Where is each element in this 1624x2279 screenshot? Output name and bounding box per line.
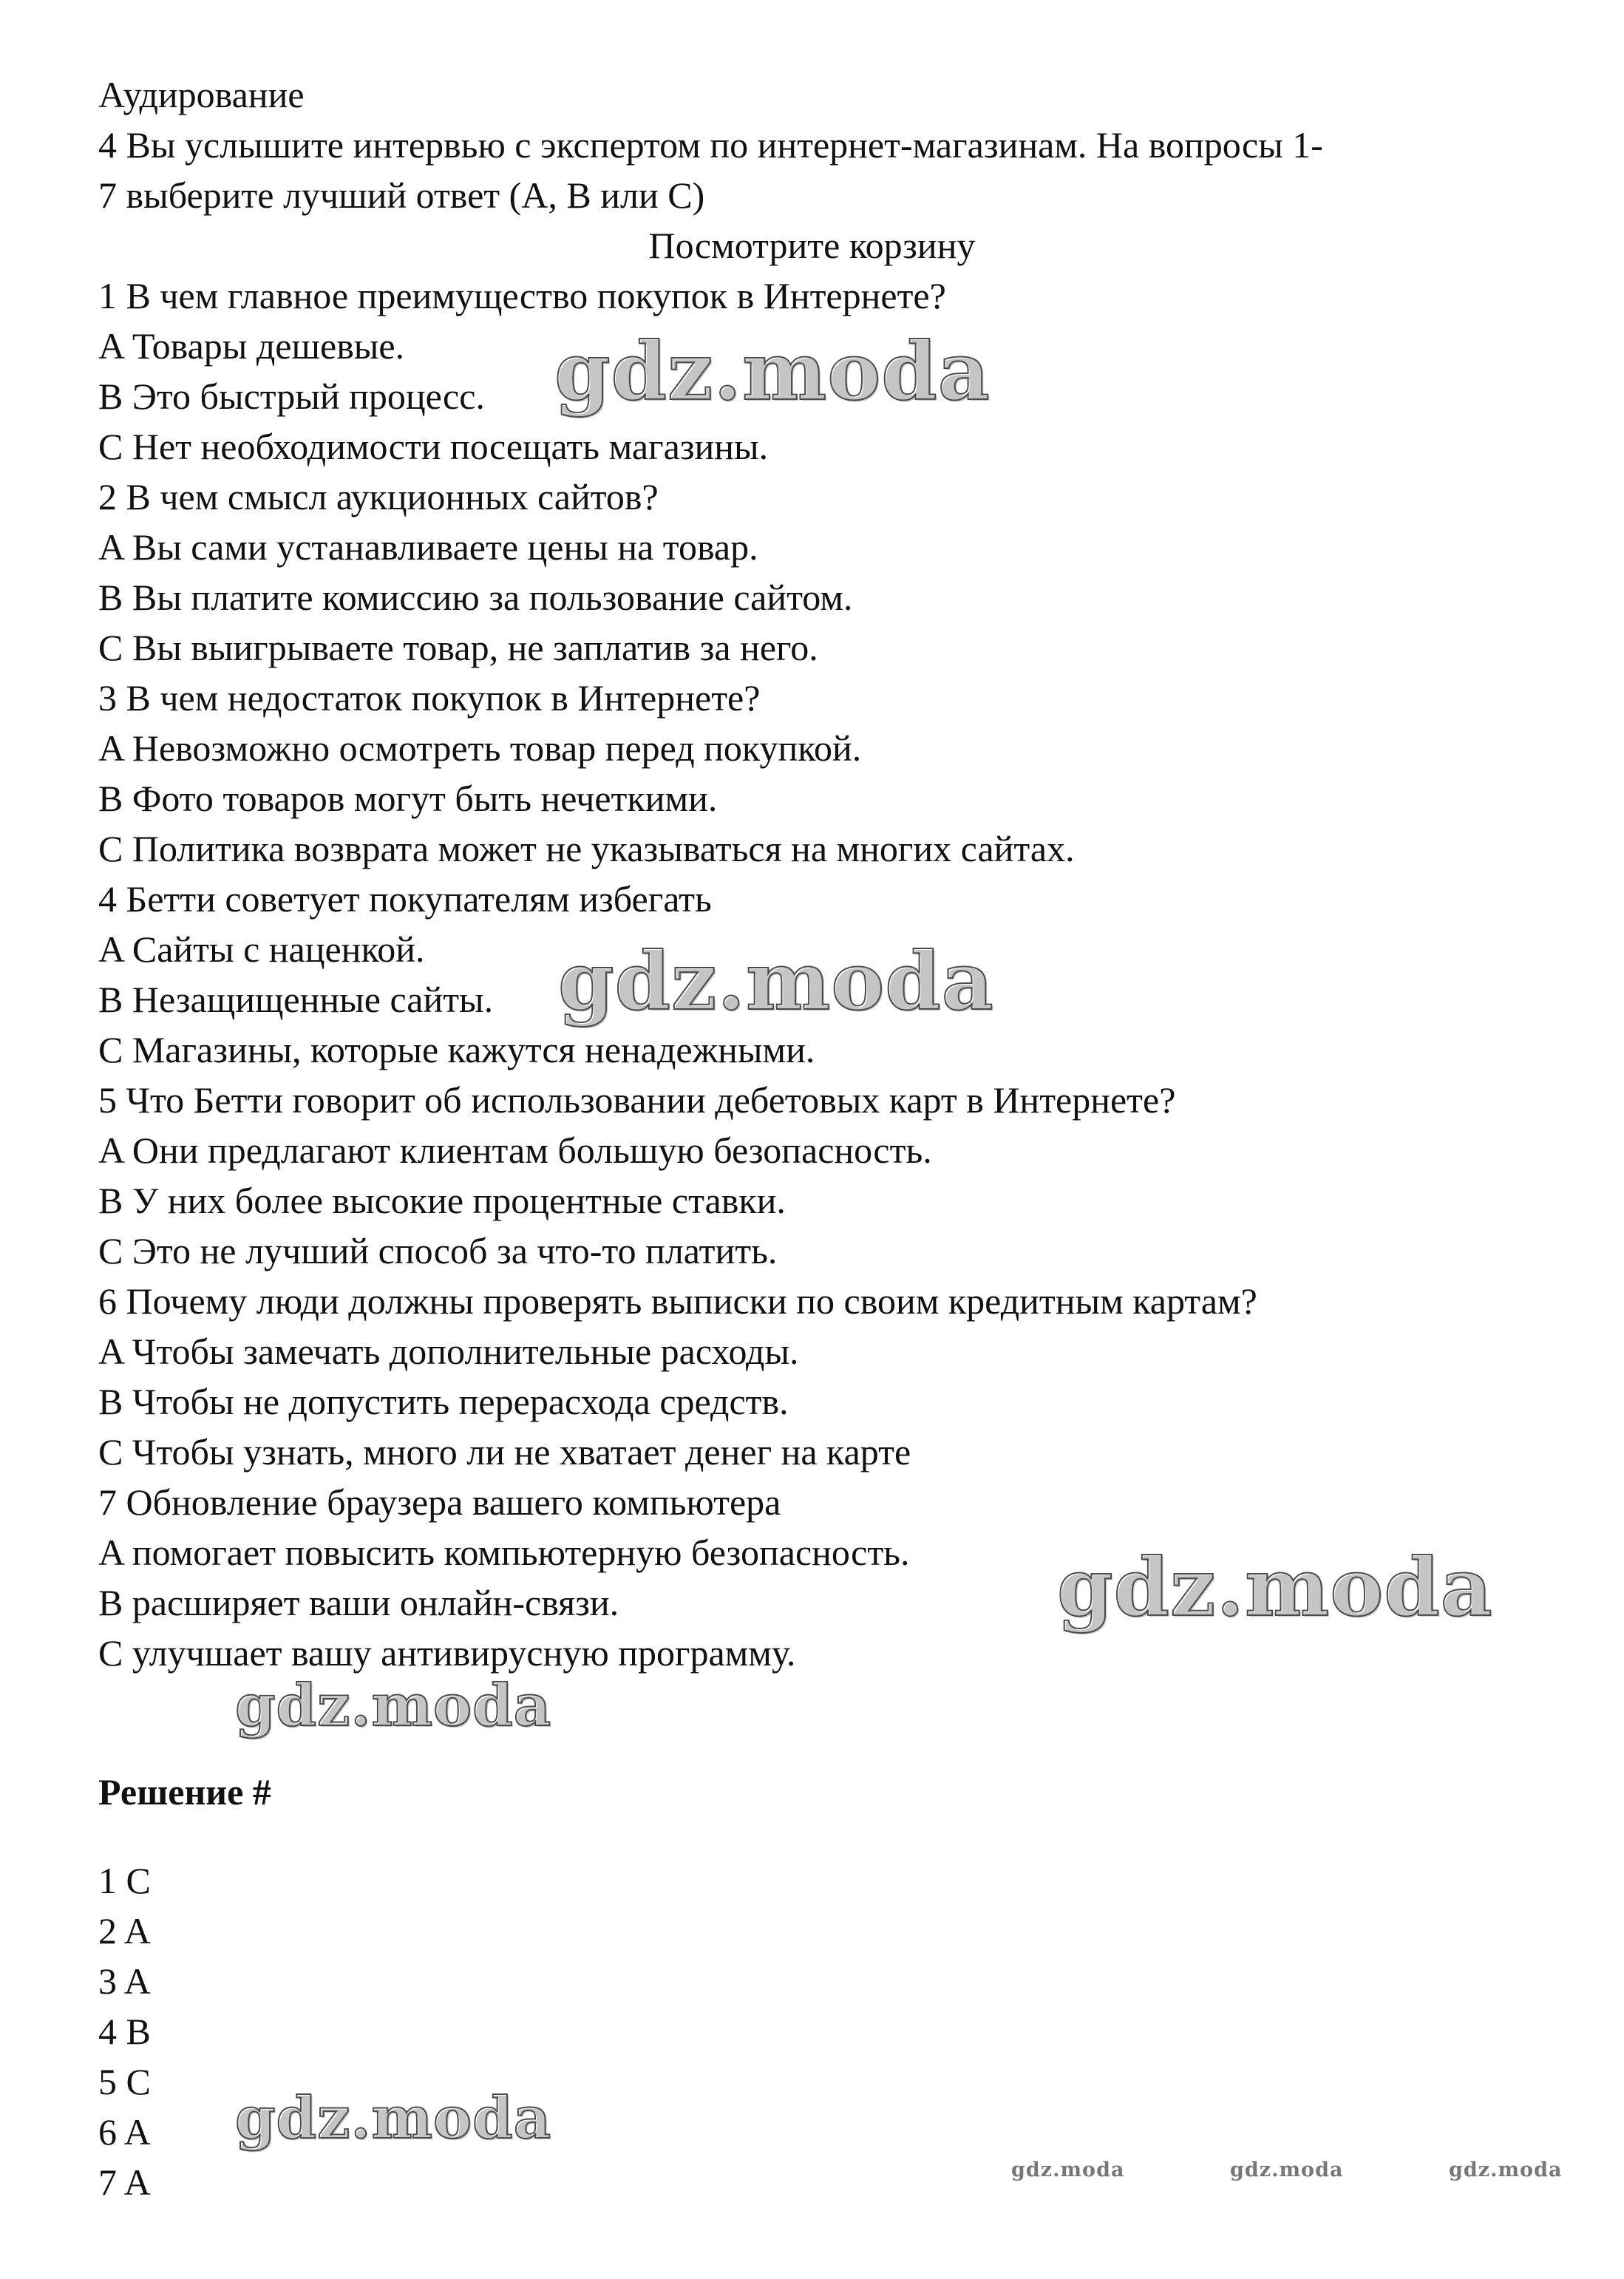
question-7: 7 Обновление браузера вашего компьютера <box>98 1481 781 1523</box>
watermark-logo: gdz.moda <box>235 2085 552 2152</box>
section-heading: Аудирование <box>98 74 305 115</box>
question-1-option-b: B Это быстрый процесс. <box>98 376 485 417</box>
question-5-option-c: C Это не лучший способ за что-то платить. <box>98 1230 778 1271</box>
exercise-title: Посмотрите корзину <box>648 225 976 266</box>
answer-7: 7 A <box>98 2161 151 2203</box>
solution-heading: Решение # <box>98 1771 271 1813</box>
question-7-option-a: A помогает повысить компьютерную безопасность. <box>98 1532 910 1573</box>
question-2: 2 В чем смысл аукционных сайтов? <box>98 476 659 517</box>
watermark-logo: gdz.moda <box>235 1672 552 1739</box>
question-6: 6 Почему люди должны проверять выписки по своим кредитным картам? <box>98 1280 1257 1322</box>
watermark-logo: gdz.moda <box>1011 2159 1125 2181</box>
answer-2: 2 A <box>98 1910 151 1952</box>
answer-3: 3 A <box>98 1960 151 2002</box>
question-4-option-b: B Незащищенные сайты. <box>98 979 494 1020</box>
watermark-logo: gdz.moda <box>554 325 991 418</box>
question-5-option-b: B У них более высокие процентные ставки. <box>98 1180 786 1221</box>
question-6-option-b: B Чтобы не допустить перерасхода средств. <box>98 1381 789 1422</box>
watermark-logo: gdz.moda <box>1057 1541 1493 1634</box>
question-7-option-b: B расширяет ваши онлайн-связи. <box>98 1582 619 1623</box>
question-3-option-b: B Фото товаров могут быть нечеткими. <box>98 778 718 819</box>
question-4: 4 Бетти советует покупателям избегать <box>98 878 712 920</box>
answer-5: 5 C <box>98 2061 151 2102</box>
question-6-option-a: A Чтобы замечать дополнительные расходы. <box>98 1331 799 1372</box>
question-2-option-b: B Вы платите комиссию за пользование сайтом. <box>98 577 853 618</box>
answer-4: 4 B <box>98 2011 151 2052</box>
question-2-option-a: A Вы сами устанавливаете цены на товар. <box>98 526 758 568</box>
question-2-option-c: C Вы выигрываете товар, не заплатив за него. <box>98 627 818 668</box>
task-line-1: 4 Вы услышите интервью с экспертом по интернет-магазинам. На вопросы 1- <box>98 124 1323 166</box>
question-5-option-a: A Они предлагают клиентам большую безопасность. <box>98 1130 932 1171</box>
question-1-option-c: C Нет необходимости посещать магазины. <box>98 426 769 467</box>
question-1: 1 В чем главное преимущество покупок в Интернете? <box>98 275 946 316</box>
question-4-option-a: A Сайты с наценкой. <box>98 928 425 970</box>
question-3-option-a: A Невозможно осмотреть товар перед покупкой. <box>98 727 862 769</box>
question-6-option-c: C Чтобы узнать, много ли не хватает денег на карте <box>98 1431 911 1473</box>
answer-1: 1 C <box>98 1860 151 1901</box>
question-3-option-c: C Политика возврата может не указываться на многих сайтах. <box>98 828 1075 869</box>
answer-6: 6 A <box>98 2111 151 2153</box>
question-4-option-c: C Магазины, которые кажутся ненадежными. <box>98 1029 815 1070</box>
question-1-option-a: A Товары дешевые. <box>98 325 405 367</box>
task-line-2: 7 выберите лучший ответ (A, B или C) <box>98 174 705 216</box>
watermark-logo: gdz.moda <box>1449 2159 1563 2181</box>
watermark-logo: gdz.moda <box>1230 2159 1344 2181</box>
question-5: 5 Что Бетти говорит об использовании дебетовых карт в Интернете? <box>98 1079 1176 1121</box>
watermark-logo: gdz.moda <box>558 935 994 1028</box>
question-3: 3 В чем недостаток покупок в Интернете? <box>98 677 761 719</box>
question-7-option-c: C улучшает вашу антивирусную программу. <box>98 1632 796 1674</box>
